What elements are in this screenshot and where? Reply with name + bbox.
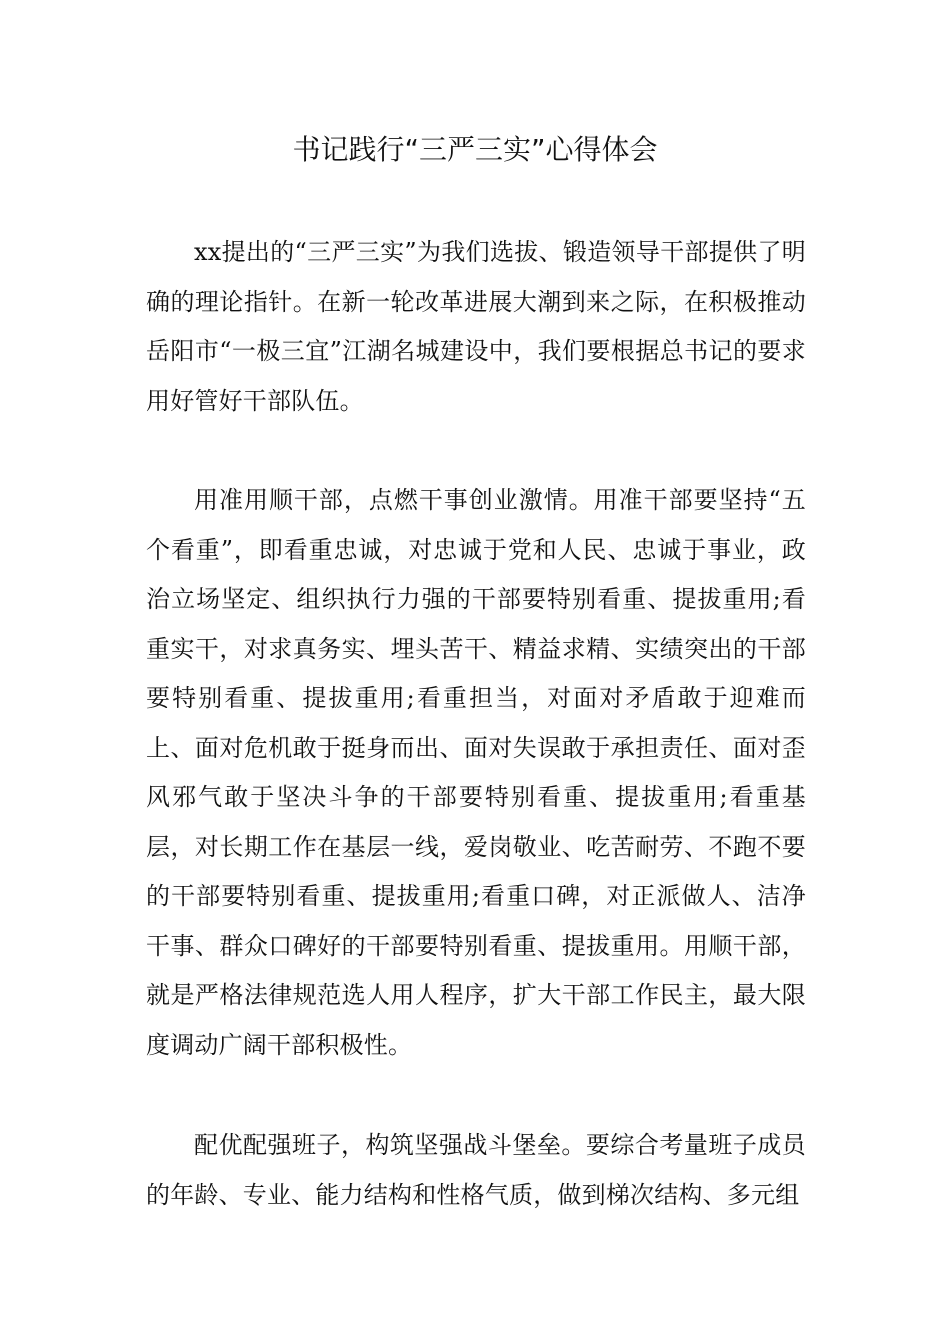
paragraph-cadre-selection: 用准用顺干部，点燃干事创业激情。用准干部要坚持“五个看重”，即看重忠诚，对忠诚于党和人民、忠诚于事业，政治立场坚定、组织执行力强的干部要特别看重、提拔重用;看重实干，对求真务实、埋头苦干、精益求精、实绩突出的干部要特别看重、提拔重用;看重担当，对面对矛盾敢于迎难而上、面对危机敢于挺身而出、面对失误敢于承担责任、面对歪风邪气敢于坚决斗争的干部要特别看重、提拔重用;看重基层，对长期工作在基层一线，爱岗敬业、吃苦耐劳、不跑不要的干部要特别看重、提拔重用;看重口碑，对正派做人、洁净干事、群众口碑好的干部要特别看重、提拔重用。用顺干部，就是严格法律规范选人用人程序，扩大干部工作民主，最大限度调动广阔干部积极性。 — [146, 486, 806, 1059]
document-title: 书记践行“三严三实”心得体会 — [292, 133, 658, 166]
paragraph-intro: xx提出的“三严三实”为我们选拔、锻造领导干部提供了明确的理论指针。在新一轮改革进展大潮到来之际，在积极推动岳阳市“一极三宜”江湖名城建设中，我们要根据总书记的要求用好管好干部队伍。 — [146, 238, 806, 415]
paragraph-team-building: 配优配强班子，构筑坚强战斗堡垒。要综合考量班子成员的年龄、专业、能力结构和性格气质，做到梯次结构、多元组 — [146, 1131, 806, 1209]
